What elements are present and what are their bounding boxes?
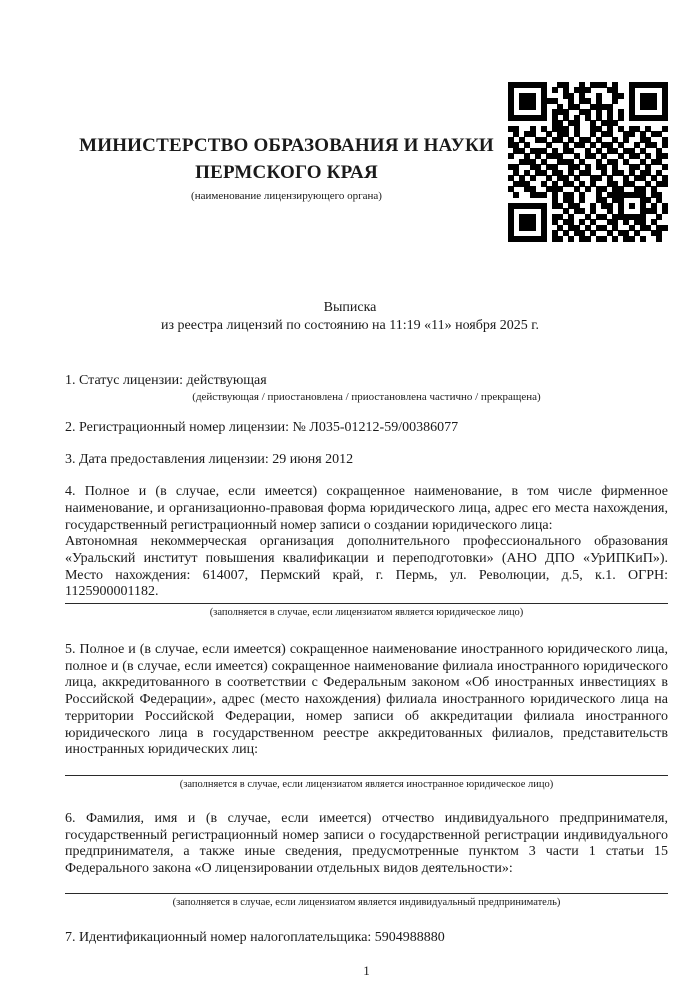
item-7-taxpayer-number: 7. Идентификационный номер налогоплательщика: 5904988880 (65, 929, 445, 945)
document-title: Выписка (323, 300, 377, 315)
item-4-fill-rule (65, 603, 668, 604)
licensing-authority-block (65, 132, 508, 203)
item-5-fill-rule (65, 775, 668, 776)
ministry-name-line1: МИНИСТЕРСТВО ОБРАЗОВАНИЯ И НАУКИ (79, 135, 494, 156)
item-5-note: (заполняется в случае, если лицензиатом является иностранное юридическое лицо) (179, 778, 554, 790)
qr-code (508, 82, 668, 242)
item-4-note: (заполняется в случае, если лицензиатом является юридическое лицо) (209, 607, 524, 619)
item-6-entrepreneur-label: 6. Фамилия, имя и (в случае, если имеется) отчество индивидуального предпринимателя, государственный регистрационный номер записи о государственной регистрации индивидуального предпринимателя, а также иные сведения, предусмотренные пунктом 3 части 1 статьи 15 Федерального закона «О лицензировании отдельных видов деятельности»: (65, 810, 668, 877)
item-5-foreign-entity-label: 5. Полное и (в случае, если имеется) сокращенное наименование иностранного юридического лица, полное и (в случае, если имеется) сокращенное наименование филиала иностранного юридического лица, аккредитованного в соответствии с Федеральным законом «Об иностранных инвестициях в Российской Федерации», адрес (место нахождения) филиала иностранного юридического лица на территории Российской Федерации, номер записи об аккредитации филиала иностранного юридического лица в государственном реестре аккредитованных филиалов, представительств иностранных юридических лиц: (65, 642, 668, 758)
item-4-legal-entity-value: Автономная некоммерческая организация дополнительного профессионального образования «Уральский институт повышения квалификации и переподготовки» (АНО ДПО «УрИПКиП»). Место нахождения: 614007, Пермский край, г. Пермь, ул. Революции, д.5, к.1. ОГРН: 1125900001182. (65, 534, 668, 600)
document-body (0, 373, 700, 979)
item-3-grant-date: 3. Дата предоставления лицензии: 29 июня 2012 (65, 452, 354, 468)
item-6-fill-rule (65, 893, 668, 894)
item-4-legal-entity-label: 4. Полное и (в случае, если имеется) сокращенное наименование, в том числе фирменное наименование, и организационно-правовая форма юридического лица, адрес его места нахождения, государственный регистрационный номер записи о создании юридического лица: (65, 484, 668, 533)
document-title-block (0, 299, 700, 335)
ministry-name (65, 132, 508, 186)
page-number: 1 (363, 963, 370, 979)
document-header (0, 0, 700, 242)
item-1-note: (действующая / приостановлена / приостановлена частично / прекращена) (192, 390, 541, 403)
ministry-name-line2: ПЕРМСКОГО КРАЯ (195, 162, 378, 183)
item-6-note: (заполняется в случае, если лицензиатом является индивидуальный предприниматель) (172, 896, 561, 908)
ministry-caption: (наименование лицензирующего органа) (191, 190, 382, 202)
item-1-license-status: 1. Статус лицензии: действующая (65, 373, 267, 388)
item-2-registration-number: 2. Регистрационный номер лицензии: № Л035-01212-59/00386077 (65, 419, 459, 435)
document-subtitle: из реестра лицензий по состоянию на 11:19 «11» ноября 2025 г. (161, 318, 539, 333)
